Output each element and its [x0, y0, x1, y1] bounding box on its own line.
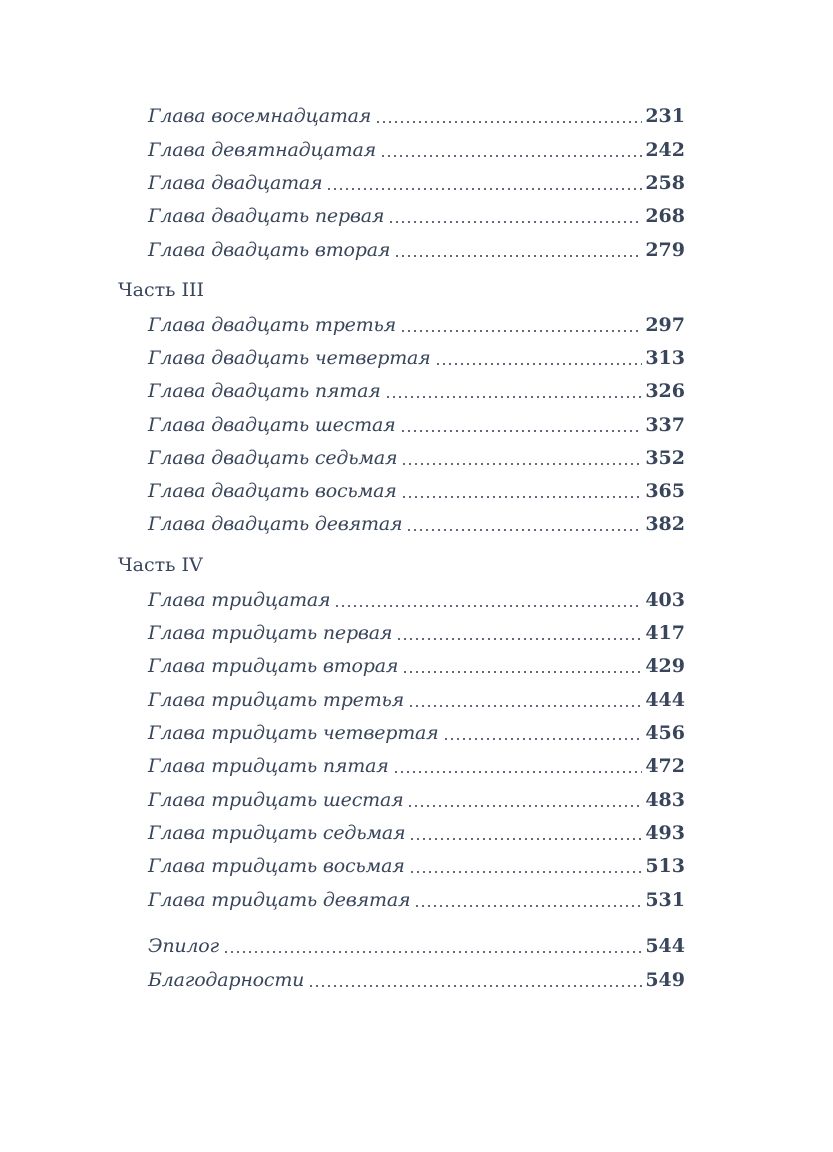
toc-entry[interactable] [148, 820, 685, 846]
toc-entry-title: Эпилог [148, 935, 219, 957]
toc-entry-page: 279 [645, 239, 685, 261]
toc-entry-title: Глава тридцать седьмая [148, 822, 406, 844]
toc-entry-title: Глава девятнадцатая [148, 139, 376, 161]
toc-entry-page: 472 [645, 755, 685, 777]
dot-leader [394, 255, 642, 257]
toc-entry[interactable] [148, 620, 685, 646]
toc-entry-page: 242 [645, 139, 685, 161]
toc-entry-title: Глава двадцать восьмая [148, 480, 397, 502]
toc-entry[interactable] [148, 312, 685, 338]
dot-leader [375, 121, 642, 123]
dot-leader [308, 985, 642, 987]
toc-entry[interactable] [148, 203, 685, 229]
toc-entry[interactable] [148, 170, 685, 196]
toc-entry-page: 365 [645, 480, 685, 502]
toc-entry-title: Глава тридцать третья [148, 689, 405, 711]
toc-entry[interactable] [148, 478, 685, 504]
toc-entry-page: 549 [645, 969, 685, 991]
toc-entry-title: Глава двадцать шестая [148, 414, 396, 436]
toc-entry-title: Глава двадцать первая [148, 205, 385, 227]
part-heading: Часть III [118, 279, 205, 301]
toc-entry[interactable] [148, 887, 685, 913]
dot-leader [407, 805, 642, 807]
toc-entry[interactable] [148, 687, 685, 713]
dot-leader [223, 951, 642, 953]
toc-entry[interactable] [148, 787, 685, 813]
toc-entry-title: Благодарности [148, 969, 305, 991]
dot-leader [435, 363, 643, 365]
dot-leader [400, 430, 643, 432]
toc-entry[interactable] [148, 103, 685, 129]
dot-leader [393, 771, 643, 773]
toc-entry[interactable] [148, 653, 685, 679]
toc-entry-title: Глава двадцать четвертая [148, 347, 431, 369]
toc-entry-page: 429 [645, 655, 685, 677]
toc-entry-title: Глава двадцать третья [148, 314, 397, 336]
toc-entry[interactable] [148, 753, 685, 779]
dot-leader [334, 605, 642, 607]
toc-entry-title: Глава двадцатая [148, 172, 323, 194]
part-heading: Часть IV [118, 554, 203, 576]
toc-entry-title: Глава двадцать седьмая [148, 447, 398, 469]
toc-entry-title: Глава двадцать пятая [148, 380, 381, 402]
dot-leader [396, 638, 642, 640]
toc-entry-page: 326 [645, 380, 685, 402]
toc-entry-page: 403 [645, 589, 685, 611]
toc-entry-title: Глава восемнадцатая [148, 105, 372, 127]
dot-leader [409, 838, 642, 840]
toc-entry-title: Глава двадцать девятая [148, 513, 403, 535]
dot-leader [326, 188, 642, 190]
dot-leader [388, 221, 642, 223]
toc-entry[interactable] [148, 237, 685, 263]
dot-leader [401, 496, 643, 498]
toc-entry[interactable] [148, 511, 685, 537]
toc-entry-page: 456 [645, 722, 685, 744]
toc-entry-title: Глава тридцать первая [148, 622, 393, 644]
dot-leader [414, 905, 642, 907]
dot-leader [443, 738, 643, 740]
toc-entry-page: 231 [645, 105, 685, 127]
dot-leader [385, 396, 643, 398]
toc-entry-page: 444 [645, 689, 685, 711]
toc-entry[interactable] [148, 587, 685, 613]
toc-entry-page: 382 [645, 513, 685, 535]
toc-entry-title: Глава тридцать вторая [148, 655, 399, 677]
toc-entry-page: 493 [645, 822, 685, 844]
toc-entry-title: Глава двадцать вторая [148, 239, 391, 261]
dot-leader [406, 529, 642, 531]
toc-entry-page: 268 [645, 205, 685, 227]
dot-leader [402, 671, 642, 673]
toc-entry-title: Глава тридцать четвертая [148, 722, 439, 744]
dot-leader [400, 330, 642, 332]
toc-entry-page: 531 [645, 889, 685, 911]
toc-entry-title: Глава тридцать восьмая [148, 855, 405, 877]
toc-entry[interactable] [148, 345, 685, 371]
toc-entry-page: 258 [645, 172, 685, 194]
toc-entry-title: Глава тридцатая [148, 589, 331, 611]
toc-entry-page: 544 [645, 935, 685, 957]
toc-entry-page: 297 [645, 314, 685, 336]
dot-leader [408, 705, 642, 707]
toc-entry-page: 352 [645, 447, 685, 469]
toc-entry[interactable] [148, 720, 685, 746]
toc-entry[interactable] [148, 412, 685, 438]
toc-entry-page: 483 [645, 789, 685, 811]
toc-entry-page: 417 [645, 622, 685, 644]
toc-entry[interactable] [148, 378, 685, 404]
toc-entry-acknowledgements[interactable] [148, 967, 685, 993]
toc-entry[interactable] [148, 445, 685, 471]
toc-entry-epilogue[interactable] [148, 933, 685, 959]
dot-leader [409, 871, 643, 873]
toc-entry[interactable] [148, 137, 685, 163]
toc-entry-title: Глава тридцать пятая [148, 755, 389, 777]
toc-entry[interactable] [148, 853, 685, 879]
toc-entry-page: 513 [645, 855, 685, 877]
toc-entry-title: Глава тридцать шестая [148, 789, 404, 811]
toc-entry-page: 337 [645, 414, 685, 436]
dot-leader [380, 155, 642, 157]
dot-leader [401, 463, 642, 465]
toc-entry-page: 313 [645, 347, 685, 369]
toc-entry-title: Глава тридцать девятая [148, 889, 411, 911]
